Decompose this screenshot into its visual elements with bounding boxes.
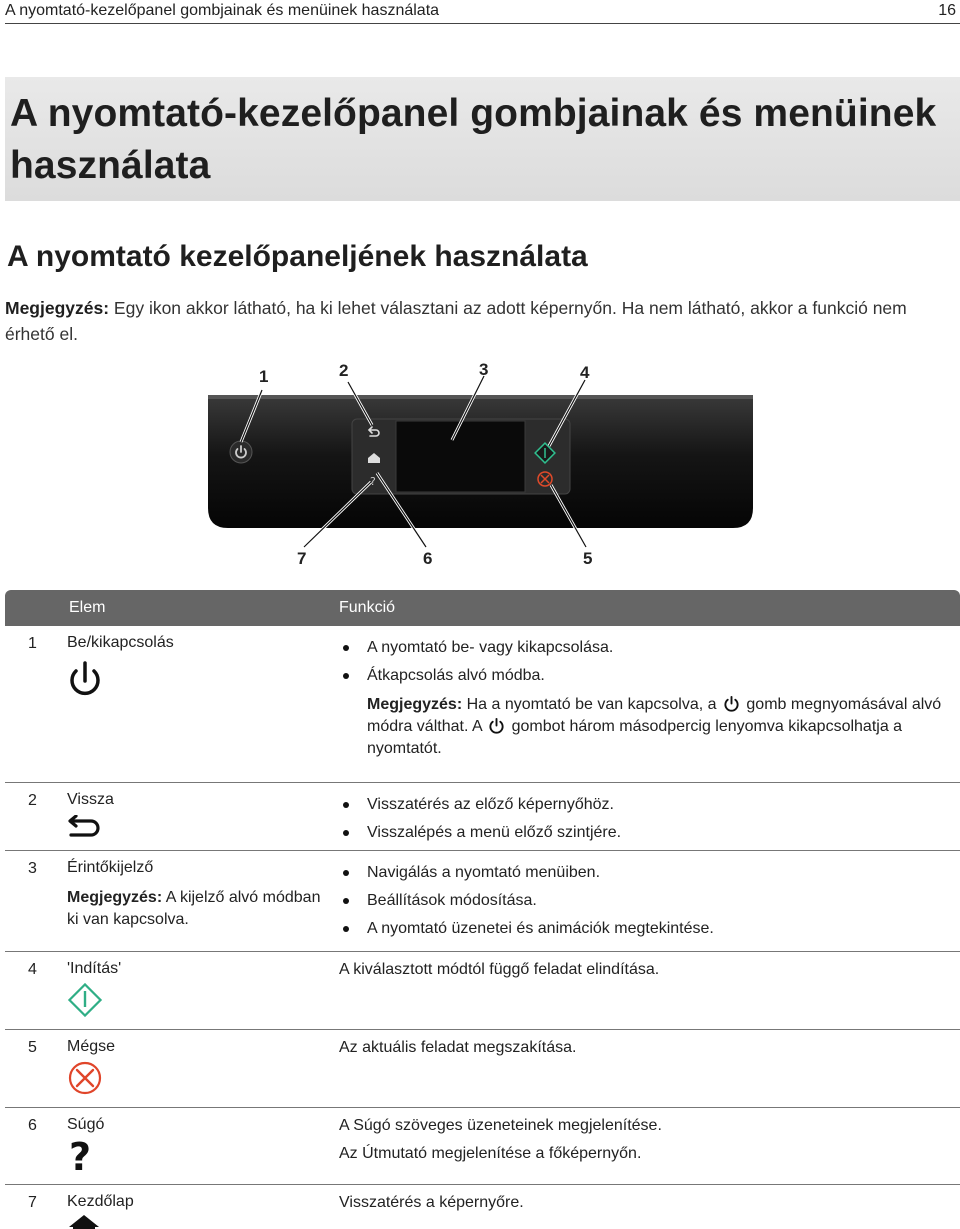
control-panel-figure <box>205 360 765 572</box>
chapter-banner <box>5 77 960 201</box>
chapter-title: A nyomtató-kezelőpanel gombjainak és menüinek használata <box>10 92 937 187</box>
callout-6: 6 <box>423 549 433 568</box>
function-list: A nyomtató be- vagy kikapcsolása. Átkapcsolás alvó módba. <box>339 634 960 690</box>
power-icon <box>723 695 740 712</box>
callout-4: 4 <box>580 363 590 382</box>
table-row: 1 Be/kikapcsolás A nyomtató be- vagy kikapcsolása. Átkapcsolás alvó módba. Megjegyzés: Ha a nyomtató be van kapcsolva, a gomb megnyomásával alvó módra válthat. A gombot három másodpercig lenyomva kikapcsolhatja a nyomtatót. <box>5 626 960 782</box>
table-row: 4 'Indítás' A kiválasztott módtól függő feladat elindítása. <box>5 951 960 1029</box>
help-icon <box>67 1136 97 1176</box>
callout-5: 5 <box>583 549 593 568</box>
running-header <box>5 0 960 24</box>
running-title: A nyomtató-kezelőpanel gombjainak és menüinek használata <box>5 2 440 19</box>
page-number: 16 <box>938 2 956 19</box>
element-note: Megjegyzés: A kijelző alvó módban ki van kapcsolva. <box>67 888 321 928</box>
header-element: Elem <box>63 590 333 626</box>
intro-note <box>5 295 955 347</box>
home-icon <box>67 1213 101 1229</box>
callout-7: 7 <box>297 549 307 568</box>
note-label: Megjegyzés: <box>5 298 110 318</box>
header-function: Funkció <box>333 590 960 626</box>
buttons-table <box>5 590 960 1229</box>
power-icon <box>67 660 103 702</box>
power-icon <box>488 717 505 734</box>
table-header-row <box>5 590 960 626</box>
note-text: Egy ikon akkor látható, ha ki lehet választani az adott képernyőn. Ha nem látható, akkor a funkció nem érhető el. <box>5 298 907 344</box>
help-icon: ? <box>370 475 376 488</box>
table-row: 6 Súgó ? A Súgó szöveges üzeneteinek megjelenítése. Az Útmutató megjelenítése a főképernyőn. <box>5 1107 960 1184</box>
svg-text:?: ? <box>69 1135 92 1176</box>
callout-3: 3 <box>479 360 489 379</box>
callout-1: 1 <box>259 367 269 386</box>
touchscreen <box>396 421 525 492</box>
start-icon <box>67 982 103 1020</box>
table-row: 5 Mégse Az aktuális feladat megszakítása. <box>5 1029 960 1107</box>
table-row: 3 Érintőkijelző Megjegyzés: A kijelző alvó módban ki van kapcsolva. Navigálás a nyomtató menüiben. Beállítások módosítása. A nyomtató üzenetei és animációk megtekintése. <box>5 850 960 951</box>
function-list: Navigálás a nyomtató menüiben. Beállítások módosítása. A nyomtató üzenetei és animációk megtekintése. <box>339 859 960 943</box>
cancel-icon <box>67 1060 103 1098</box>
back-icon <box>67 815 103 841</box>
function-list: Visszatérés az előző képernyőhöz. Visszalépés a menü előző szintjére. <box>339 791 960 847</box>
table-row: 7 Kezdőlap Visszatérés a képernyőre. <box>5 1184 960 1229</box>
function-note: Megjegyzés: Ha a nyomtató be van kapcsolva, a gomb megnyomásával alvó módra válthat. A gombot három másodpercig lenyomva kikapcsolhatja a nyomtatót. <box>367 696 942 757</box>
table-row: 2 Vissza Visszatérés az előző képernyőhöz. Visszalépés a menü előző szintjére. <box>5 782 960 850</box>
section-title: A nyomtató kezelőpaneljének használata <box>7 240 588 273</box>
callout-2: 2 <box>339 361 349 380</box>
